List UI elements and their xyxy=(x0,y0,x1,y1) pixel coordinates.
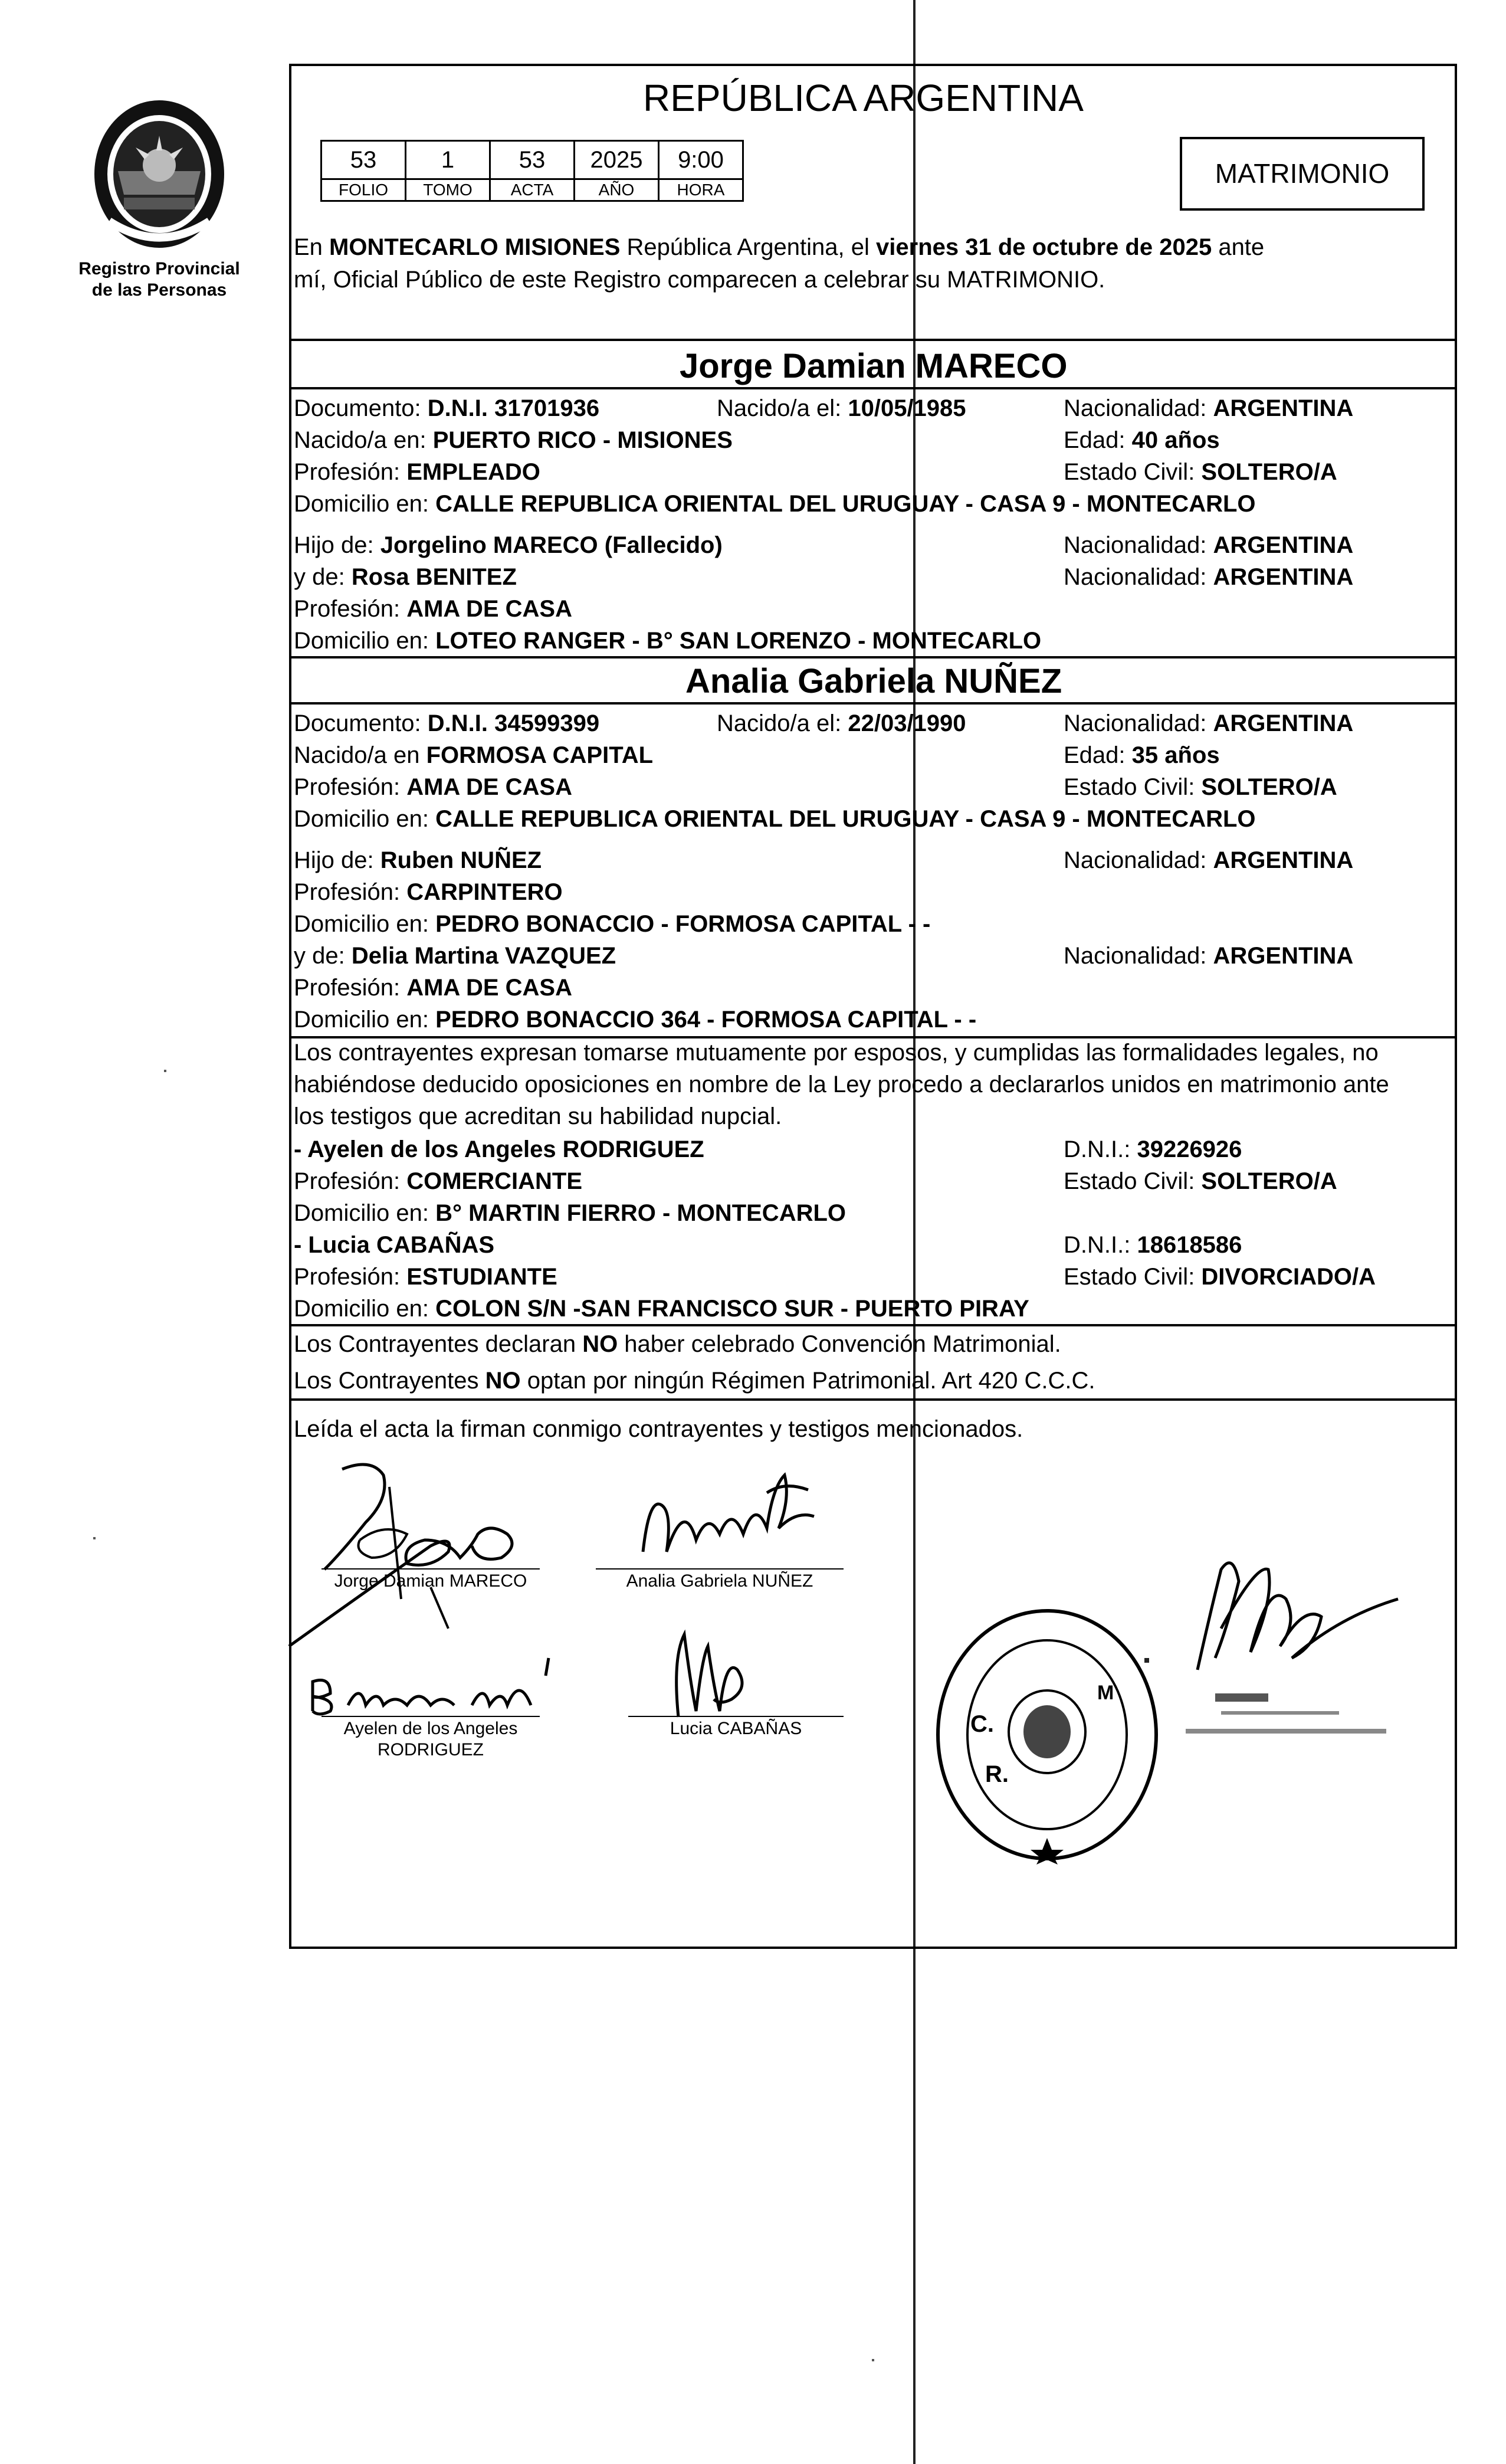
witness1-domicile: Domicilio en: B° MARTIN FIERRO - MONTECARLO xyxy=(294,1200,846,1226)
spouse1-nationality: Nacionalidad: ARGENTINA xyxy=(1064,395,1354,421)
spouse1-birthdate: Nacido/a el: 10/05/1985 xyxy=(717,395,966,421)
misiones-coat-of-arms-icon xyxy=(86,94,233,254)
signature-line xyxy=(321,1568,540,1570)
spouse2-mother-profession: Profesión: AMA DE CASA xyxy=(294,975,572,1001)
spouse2-father-profession: Profesión: CARPINTERO xyxy=(294,879,563,905)
signature-label-2: Analia Gabriela NUÑEZ xyxy=(626,1571,813,1591)
hour-label: HORA xyxy=(659,179,743,201)
signature-analia-nunez xyxy=(637,1463,826,1564)
witness2-dni: D.N.I.: 18618586 xyxy=(1064,1232,1242,1258)
year-label: AÑO xyxy=(575,179,659,201)
registry-logo-label: Registro Provincial de las Personas xyxy=(78,259,240,300)
regime-statement: Los Contrayentes NO optan por ningún Régimen Patrimonial. Art 420 C.C.C. xyxy=(294,1368,1095,1394)
divider xyxy=(289,1324,1457,1326)
svg-text:M: M xyxy=(1097,1682,1114,1704)
spouse2-mother-domicile: Domicilio en: PEDRO BONACCIO 364 - FORMOSA CAPITAL - - xyxy=(294,1007,977,1033)
spouse1-name: Jorge Damian MARECO xyxy=(680,347,1068,385)
signature-jorge-mareco xyxy=(254,1451,584,1646)
year-value: 2025 xyxy=(575,141,659,179)
witness1-profession: Profesión: COMERCIANTE xyxy=(294,1168,582,1194)
witness1-civil-status: Estado Civil: SOLTERO/A xyxy=(1064,1168,1337,1194)
country-title: REPÚBLICA ARGENTINA xyxy=(643,77,1084,119)
signature-line xyxy=(628,1716,844,1717)
divider xyxy=(289,1398,1457,1401)
spouse1-father: Hijo de: Jorgelino MARECO (Fallecido) xyxy=(294,532,723,558)
intro-line-2: mí, Oficial Público de este Registro comparecen a celebrar su MATRIMONIO. xyxy=(294,267,1105,293)
act-type-box: MATRIMONIO xyxy=(1180,137,1425,211)
signature-label-3: Ayelen de los Angeles RODRIGUEZ xyxy=(343,1719,518,1759)
closing-statement: Leída el acta la firman conmigo contrayentes y testigos mencionados. xyxy=(294,1416,1023,1442)
spouse1-domicile: Domicilio en: CALLE REPUBLICA ORIENTAL DEL URUGUAY - CASA 9 - MONTECARLO xyxy=(294,491,1256,517)
spouse2-mother: y de: Delia Martina VAZQUEZ xyxy=(294,943,616,969)
signature-line xyxy=(321,1716,540,1717)
scan-speck xyxy=(164,1070,166,1072)
folio-label: FOLIO xyxy=(321,179,406,201)
spouse2-father: Hijo de: Ruben NUÑEZ xyxy=(294,847,542,873)
spouse2-name: Analia Gabriela NUÑEZ xyxy=(685,662,1062,700)
witness2-profession: Profesión: ESTUDIANTE xyxy=(294,1264,557,1290)
spouse2-birthdate: Nacido/a el: 22/03/1990 xyxy=(717,710,966,736)
divider xyxy=(289,656,1457,658)
scan-speck xyxy=(872,2359,874,2361)
spouse2-mother-nationality: Nacionalidad: ARGENTINA xyxy=(1064,943,1354,969)
tomo-value: 1 xyxy=(406,141,490,179)
spouse1-father-nationality: Nacionalidad: ARGENTINA xyxy=(1064,532,1354,558)
folio-value: 53 xyxy=(321,141,406,179)
spouse1-mother-nationality: Nacionalidad: ARGENTINA xyxy=(1064,564,1354,590)
divider xyxy=(289,387,1457,389)
scan-speck xyxy=(93,1537,96,1539)
spouse2-document: Documento: D.N.I. 34599399 xyxy=(294,710,600,736)
hour-value: 9:00 xyxy=(659,141,743,179)
ink-dot xyxy=(1144,1658,1149,1663)
spouse2-age: Edad: 35 años xyxy=(1064,742,1220,768)
declaration-line-2: habiéndose deducido oposiciones en nombre de la Ley procedo a declararlos unidos en matrimonio ante xyxy=(294,1072,1389,1097)
spouse1-birthplace: Nacido/a en: PUERTO RICO - MISIONES xyxy=(294,427,733,453)
spouse2-birthplace: Nacido/a en FORMOSA CAPITAL xyxy=(294,742,654,768)
spouse1-civil-status: Estado Civil: SOLTERO/A xyxy=(1064,459,1337,485)
illegible-official-text xyxy=(1221,1711,1339,1715)
spouse2-domicile: Domicilio en: CALLE REPUBLICA ORIENTAL DEL URUGUAY - CASA 9 - MONTECARLO xyxy=(294,806,1256,832)
spouse1-parent-profession: Profesión: AMA DE CASA xyxy=(294,596,572,622)
spouse1-parent-domicile: Domicilio en: LOTEO RANGER - B° SAN LORENZO - MONTECARLO xyxy=(294,628,1042,654)
signature-lucia-cabanas xyxy=(661,1623,767,1723)
spouse2-father-nationality: Nacionalidad: ARGENTINA xyxy=(1064,847,1354,873)
witness1-name: - Ayelen de los Angeles RODRIGUEZ xyxy=(294,1136,704,1162)
witness1-dni: D.N.I.: 39226926 xyxy=(1064,1136,1242,1162)
acta-number-table xyxy=(320,140,744,202)
spouse2-civil-status: Estado Civil: SOLTERO/A xyxy=(1064,774,1337,800)
intro-line-1: En MONTECARLO MISIONES República Argentina, el viernes 31 de octubre de 2025 ante xyxy=(294,234,1265,260)
divider xyxy=(289,702,1457,705)
acta-value: 53 xyxy=(490,141,575,179)
svg-text:C.: C. xyxy=(970,1711,994,1737)
spouse2-nationality: Nacionalidad: ARGENTINA xyxy=(1064,710,1354,736)
illegible-official-text xyxy=(1186,1729,1386,1734)
declaration-line-1: Los contrayentes expresan tomarse mutuamente por esposos, y cumplidas las formalidades legales, no xyxy=(294,1040,1379,1066)
witness2-civil-status: Estado Civil: DIVORCIADO/A xyxy=(1064,1264,1376,1290)
signature-line xyxy=(596,1568,844,1570)
spouse1-profession: Profesión: EMPLEADO xyxy=(294,459,540,485)
signature-label-4: Lucia CABAÑAS xyxy=(670,1719,802,1738)
witness2-domicile: Domicilio en: COLON S/N -SAN FRANCISCO SUR - PUERTO PIRAY xyxy=(294,1296,1029,1322)
illegible-official-name xyxy=(1215,1693,1268,1702)
witness2-name: - Lucia CABAÑAS xyxy=(294,1232,495,1258)
svg-text:R.: R. xyxy=(985,1761,1009,1787)
acta-label: ACTA xyxy=(490,179,575,201)
spouse2-profession: Profesión: AMA DE CASA xyxy=(294,774,572,800)
spouse2-father-domicile: Domicilio en: PEDRO BONACCIO - FORMOSA CAPITAL - - xyxy=(294,911,931,937)
signature-official xyxy=(1186,1546,1410,1676)
divider xyxy=(289,339,1457,341)
signature-label-1: Jorge Damian MARECO xyxy=(334,1571,527,1591)
convention-statement: Los Contrayentes declaran NO haber celebrado Convención Matrimonial. xyxy=(294,1331,1061,1357)
signature-ayelen-rodriguez xyxy=(307,1646,566,1723)
official-seal-icon xyxy=(929,1605,1165,1865)
tomo-label: TOMO xyxy=(406,179,490,201)
spouse1-mother: y de: Rosa BENITEZ xyxy=(294,564,517,590)
spouse1-age: Edad: 40 años xyxy=(1064,427,1220,453)
declaration-line-3: los testigos que acreditan su habilidad nupcial. xyxy=(294,1103,782,1129)
spouse1-document: Documento: D.N.I. 31701936 xyxy=(294,395,600,421)
